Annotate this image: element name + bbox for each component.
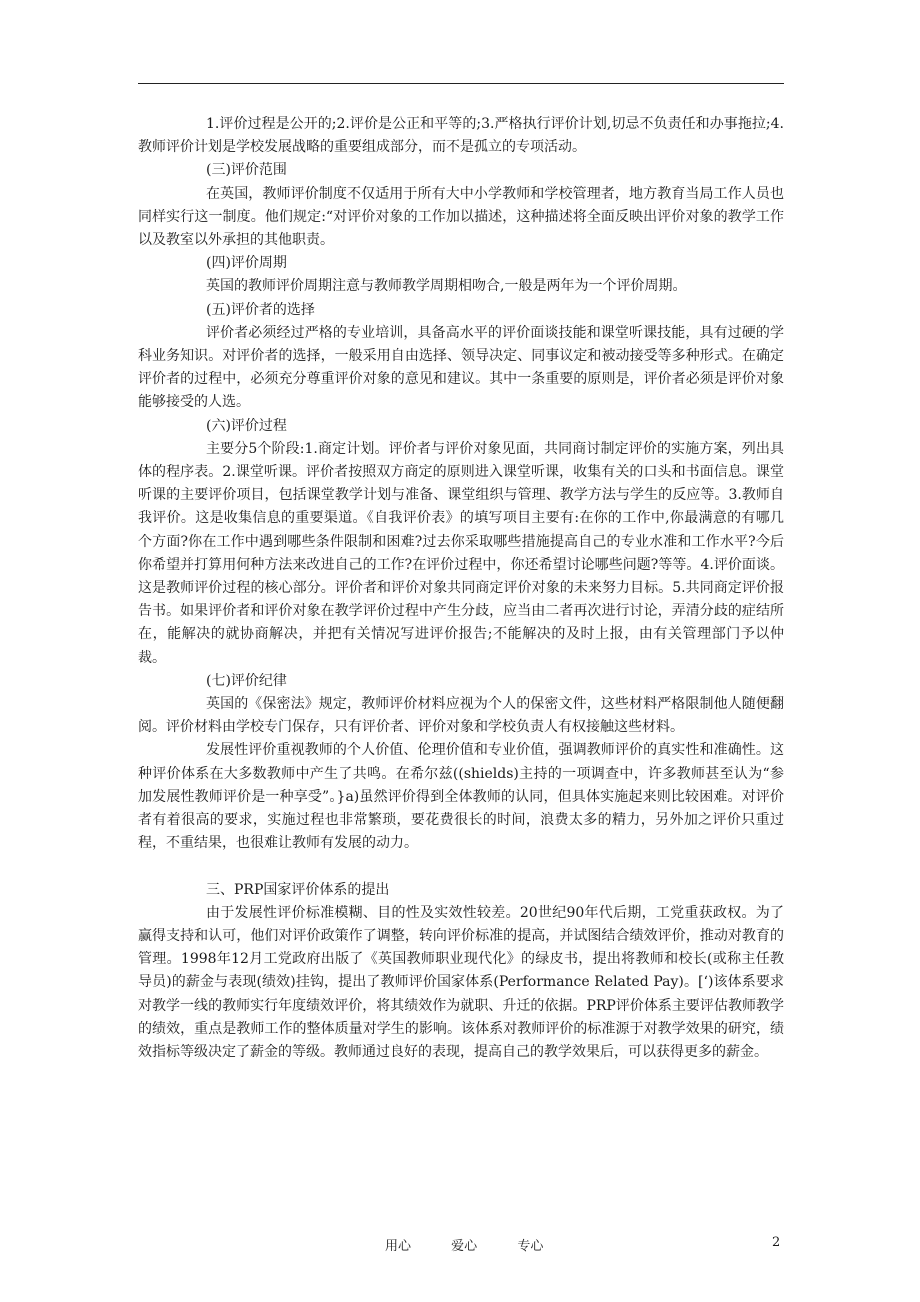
section-heading: (三)评价范围	[206, 162, 287, 179]
paragraph: 发展性评价重视教师的个人价值、伦理价值和专业价值，强调教师评价的真实性和准确性。这种评价体系在大多数教师中产生了共鸣。在希尔兹((shields)主持的一项调查中，许多教师甚至认为“参加发展性教师评价是一种享受”。}a)虽然评价得到全体教师的认同，但具体实施起来则比较困难。对评价者有着很高的要求，实施过程也非常繁琐，要花费很长的时间，浪费太多的精力，另外加之评价只重过程，不重结果，也很难让教师有发展的动力。	[138, 742, 784, 852]
paragraph: 主要分5个阶段:1.商定计划。评价者与评价对象见面，共同商讨制定评价的实施方案，列出具体的程序表。2.课堂听课。评价者按照双方商定的原则进入课堂听课，收集有关的口头和书面信息。课堂听课的主要评价项目，包括课堂教学计划与准备、课堂组织与管理、教学方法与学生的反应等。3.教师自我评价。这是收集信息的重要渠道。《自我评价表》的填写项目主要有:在你的工作中,你最满意的有哪几个方面?你在工作中遇到哪些条件限制和困难?过去你采取哪些措施提高自己的专业水准和工作水平?今后你希望并打算用何种方法来改进自己的工作?在评价过程中，你还希望讨论哪些问题?等等。4.评价面谈。这是教师评价过程的核心部分。评价者和评价对象共同商定评价对象的未来努力目标。5.共同商定评价报告书。如果评价者和评价对象在教学评价过程中产生分歧，应当由二者再次进行讨论，弄清分歧的症结所在，能解决的就协商解决，并把有关情况写进评价报告;不能解决的及时上报，由有关管理部门予以仲裁。	[138, 440, 784, 666]
paragraph: 英国的教师评价周期注意与教师教学周期相吻合,一般是两年为一个评价周期。	[206, 278, 687, 295]
page-number: 2	[772, 1235, 781, 1250]
section-heading: (七)评价纪律	[206, 672, 287, 689]
document-body	[138, 113, 784, 1064]
section-heading: (六)评价过程	[206, 417, 287, 434]
paragraph-gap	[138, 856, 784, 879]
paragraph: 在英国，教师评价制度不仅适用于所有大中小学教师和学校管理者，地方教育当局工作人员也同样实行这一制度。他们规定:“对评价对象的工作加以描述，这种描述将全面反映出评价对象的教学工作以及教室以外承担的其他职责。	[138, 185, 784, 249]
header-rule	[138, 83, 784, 84]
motto-word: 用心	[385, 1239, 412, 1254]
paragraph: 1.评价过程是公开的;2.评价是公正和平等的;3.严格执行评价计划,切忌不负责任和办事拖拉;4.教师评价计划是学校发展战略的重要组成部分，而不是孤立的专项活动。	[138, 116, 784, 156]
motto-word: 爱心	[451, 1239, 478, 1254]
paragraph: 评价者必须经过严格的专业培训，具备高水平的评价面谈技能和课堂听课技能，具有过硬的学科业务知识。对评价者的选择，一般采用自由选择、领导决定、同事议定和被动接受等多种形式。在确定评价者的过程中，必须充分尊重评价对象的意见和建议。其中一条重要的原则是，评价者必须是评价对象能够接受的人选。	[138, 324, 784, 411]
footer-motto	[385, 1235, 561, 1254]
section-heading: (四)评价周期	[206, 255, 287, 272]
paragraph: 英国的《保密法》规定，教师评价材料应视为个人的保密文件，这些材料严格限制他人随便翻阅。评价材料由学校专门保存，只有评价者、评价对象和学校负责人有权接触这些材料。	[138, 696, 784, 736]
section-heading: 三、PRP国家评价体系的提出	[206, 881, 390, 898]
section-heading: (五)评价者的选择	[206, 301, 315, 318]
motto-word: 专心	[517, 1239, 544, 1254]
paragraph: 由于发展性评价标准模糊、目的性及实效性较差。20世纪90年代后期，工党重获政权。为了赢得支持和认可，他们对评价政策作了调整，转向评价标准的提高，并试图结合绩效评价，推动对教育的管理。1998年12月工党政府出版了《英国教师职业现代化》的绿皮书，提出将教师和校长(或称主任教导员)的薪金与表现(绩效)挂钩，提出了教师评价国家体系(Performance Related Pay)。[‘)该体系要求对教学一线的教师实行年度绩效评价，将其绩效作为就职、升迁的依据。PRP评价体系主要评估教师教学的绩效，重点是教师工作的整体质量对学生的影响。该体系对教师评价的标准源于对教学效果的研究，绩效指标等级决定了薪金的等级。教师通过良好的表现，提高自己的教学效果后，可以获得更多的薪金。	[138, 904, 784, 1060]
